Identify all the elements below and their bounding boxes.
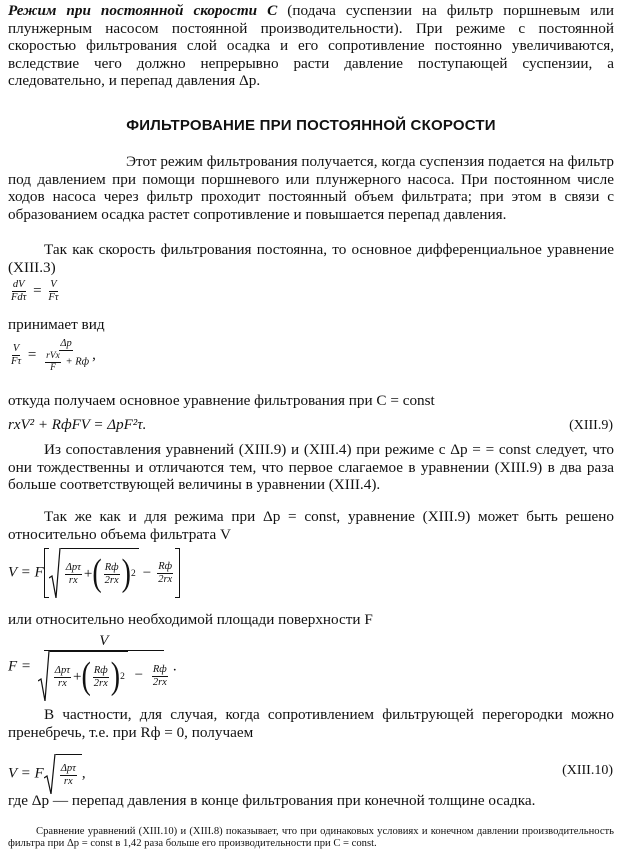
section-title: ФИЛЬТРОВАНИЕ ПРИ ПОСТОЯННОЙ СКОРОСТИ [126, 117, 496, 134]
equation-differential: $\frac{dV}{\text{Fdτ}}$ = $\frac{V}{F\tau}$ [11, 279, 59, 303]
equation-number-xiii-10: (XIII.10) [562, 763, 613, 778]
paragraph-2: Так как скорость фильтрования постоянна, то основное дифференциальное уравнение (XIII.3) [8, 241, 614, 276]
paragraph-5: Из сопоставления уравнений (XIII.9) и (XIII.4) при режиме с Δp = = const следует, что они тождественны и отличаются тем, что первое слагаемое в уравнении (XIII.9) в два раза больше соответствующей величины в уравнении (XIII.4). [8, 441, 614, 494]
paragraph-6: Так же как и для режима при Δp = const, уравнение (XIII.9) может быть решено относительно объема фильтрата V [8, 508, 614, 543]
equation-number-xiii-9: (XIII.9) [569, 418, 613, 433]
paragraph-8: В частности, для случая, когда сопротивлением фильтрующей перегородки можно пренебречь, т.е. при Rф = 0, получаем [8, 706, 614, 741]
fraction-compound: V $\frac{\text{Δpτ}}{rx}$ + ( $\frac{Rф}{2rx}$ ) 2 − $\frac{Rф}{2rx}$ [37, 633, 171, 701]
square-root: $\frac{\text{Δpτ}}{rx}$ + ( $\frac{Rф}{2rx}$ ) 2 [49, 548, 139, 598]
intro-paragraph [8, 2, 614, 90]
equation-rate: $\frac{V}{F\tau}$ = Δp $\frac{\text{rVx}}{F}$ + Rф , [11, 338, 96, 373]
equation-area-solution: F = V $\frac{\text{Δpτ}}{rx}$ + ( $\frac{Rф}{2rx}$ ) 2 − $\frac{Rф}{2rx}$ . [8, 633, 614, 701]
paragraph-1: Этот режим фильтрования получается, когда суспензия подается на фильтр под давлением при помощи поршневого или плунжерного насоса. При постоянном числе ходов насоса через фильтр проходит постоянный объем фильтрата; при этом в связи с образованием осадка растет сопротивление и повышается перепад давления. [8, 153, 614, 223]
fraction: $\frac{dV}{\text{Fdτ}}$ [11, 279, 27, 303]
paragraph-3: принимает вид [8, 316, 105, 333]
footnote-comparison: Сравнение уравнений (XIII.10) и (XIII.8) показывает, что при одинаковых условиях и конечном давлении производительность фильтра при Δp = const в 1,42 раза больше его производительности при C = const. [8, 826, 614, 849]
equation-xiii-9 [8, 417, 614, 434]
square-bracket: $\frac{\text{Δpτ}}{rx}$ + ( $\frac{Rф}{2rx}$ ) 2 − $\frac{Rф}{2rx}$ [44, 548, 181, 598]
paragraph-9: где Δp — перепад давления в конце фильтрования при конечной толщине осадка. [8, 792, 536, 809]
intro-lead-bold: Режим при постоянной скорости C [8, 2, 278, 19]
fraction: $\frac{V}{F\tau}$ [11, 343, 22, 367]
equation-xiii-9-body: rxV² + RфFV = ΔpF²τ. [8, 417, 147, 433]
equation-xiii-10: V = F $\frac{\text{Δpτ}}{rx}$ , [8, 754, 614, 794]
paragraph-4: откуда получаем основное уравнение фильтрования при C = const [8, 392, 435, 409]
intro-lead-rest: (подача суспензии на фильтр поршневым или плунжерным насосом постоянной производительности). При режиме с постоянной скоростью фильтрования слой осадка и его сопротивление постоянно увеличиваются, вследствие чего должно непрерывно расти давление поступающей суспензии, а следовательно, и перепад давления Δp. [8, 2, 614, 90]
equation-volume-solution: V = F $\frac{\text{Δpτ}}{rx}$ + ( $\frac{Rф}{2rx}$ ) 2 − $\frac{Rф}{2rx}$ [8, 548, 614, 598]
fraction-compound: Δp $\frac{\text{rVx}}{F}$ + Rф [46, 338, 90, 373]
square-root: $\frac{\text{Δpτ}}{rx}$ [44, 754, 82, 794]
fraction: $\frac{V}{F\tau}$ [48, 279, 59, 303]
paragraph-7: или относительно необходимой площади поверхности F [8, 611, 373, 628]
